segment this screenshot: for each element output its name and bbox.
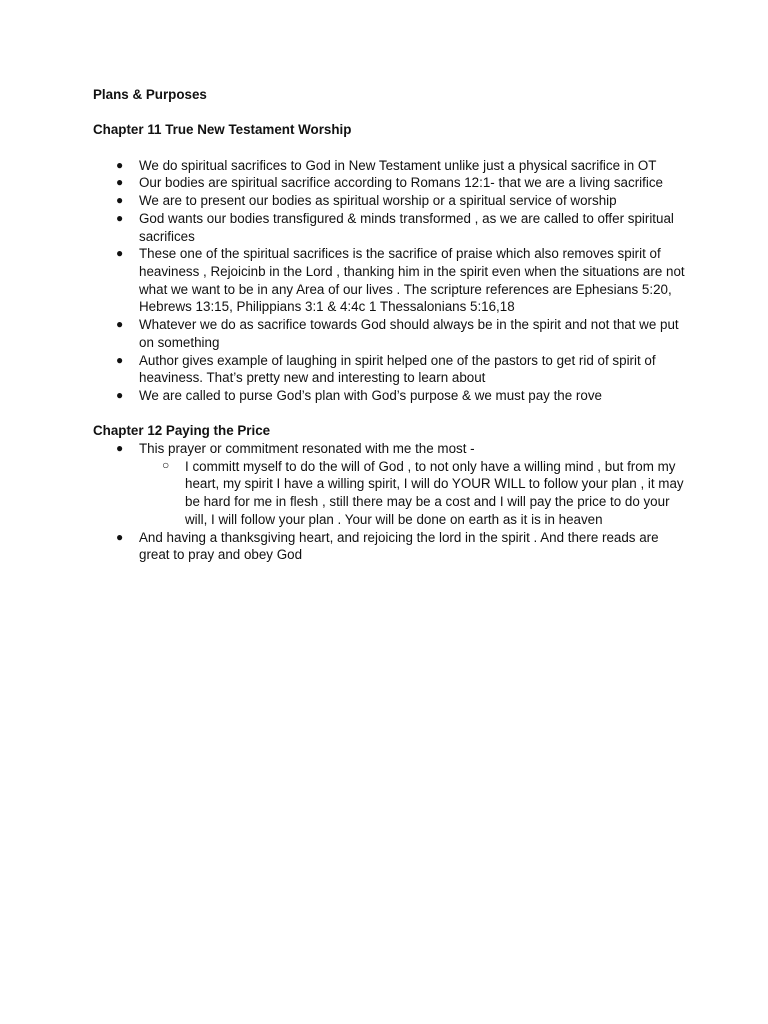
bullet-icon: ● (116, 529, 124, 544)
sub-list (139, 458, 688, 529)
spacer (93, 139, 688, 157)
bullet-icon: ● (116, 157, 124, 172)
bullet-icon: ● (116, 441, 124, 456)
list-item-text: God wants our bodies transfigured & minds transformed , as we are called to offer spiritual sacrifices (139, 210, 674, 244)
list-item-text: We do spiritual sacrifices to God in New Testament unlike just a physical sacrifice in OT (139, 157, 657, 173)
bullet-icon: ● (116, 175, 124, 190)
bullet-icon: ● (116, 210, 124, 225)
spacer (93, 405, 688, 423)
bullet-icon: ● (116, 193, 124, 208)
list-item (116, 352, 688, 387)
list-item-text: And having a thanksgiving heart, and rejoicing the lord in the spirit . And there reads are great to pray and obey God (139, 529, 659, 563)
list-item (116, 440, 688, 529)
chapter-12-heading: Chapter 12 Paying the Price (93, 423, 271, 439)
list-item-text: We are called to purse God’s plan with God’s purpose & we must pay the rove (139, 387, 602, 403)
chapter-11-heading: Chapter 11 True New Testament Worship (93, 122, 352, 138)
list-item (116, 192, 688, 210)
list-item (116, 245, 688, 316)
list-item-text: This prayer or commitment resonated with me the most - (139, 441, 475, 457)
list-item (116, 387, 688, 405)
bullet-icon: ● (116, 317, 124, 332)
list-item-text: Whatever we do as sacrifice towards God should always be in the spirit and not that we put on something (139, 317, 679, 350)
list-item (116, 210, 688, 245)
list-item-text: These one of the spiritual sacrifices is the sacrifice of praise which also removes spirit of heaviness , Rejoicinb in the Lord , thanking him in the spirit even when the situations are not what we want to be in any Area of our lives . The scripture references are Ephesians 5:20, Hebrews 13:15, Philippians 3:1 & 4:4c 1 Thessalonians 5:16,18 (139, 246, 685, 315)
list-item (116, 316, 688, 351)
bullet-icon: ● (116, 246, 124, 261)
list-item (116, 529, 688, 564)
bullet-icon: ● (116, 352, 124, 367)
list-item-text: Author gives example of laughing in spirit helped one of the pastors to get rid of spirit of heaviness. That’s pretty new and interesting to learn about (139, 352, 656, 386)
sub-list-item (162, 457, 688, 529)
bullet-icon: ● (116, 387, 124, 402)
hollow-bullet-icon: ○ (162, 457, 170, 472)
list-item-text: We are to present our bodies as spiritual worship or a spiritual service of worship (139, 193, 617, 209)
chapter-11-list (93, 157, 688, 405)
sub-list-item-text: I committ myself to do the will of God , to not only have a willing mind , but from my heart, my spirit I have a willing spirit, I will do YOUR WILL to follow your plan , it may be hard for me in flesh , still there may be a cost and I will pay the price to do your will, I will follow your plan . Your will be done on earth as it is in heaven (185, 458, 684, 527)
chapter-12-list (93, 440, 688, 564)
list-item (116, 157, 688, 175)
list-item (116, 174, 688, 192)
list-item-text: Our bodies are spiritual sacrifice according to Romans 12:1- that we are a living sacrifice (139, 175, 663, 191)
document-title: Plans & Purposes (93, 87, 207, 102)
